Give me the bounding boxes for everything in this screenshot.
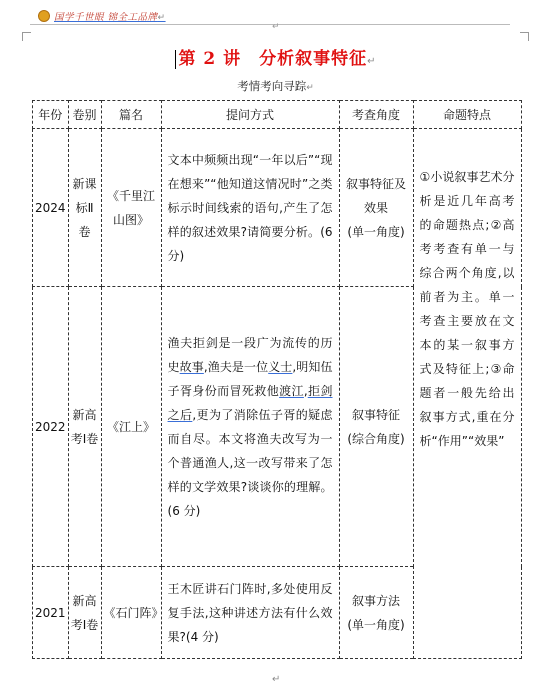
angle-cell: [339, 287, 413, 567]
header-angle: 考查角度: [339, 101, 413, 129]
angle-main: 叙事特征及效果: [346, 176, 407, 215]
paragraph-mark: ↵: [272, 22, 280, 32]
table-header-row: [33, 101, 522, 129]
paper-cell: 新高考Ⅰ卷: [68, 287, 101, 567]
title-cell: 《石门阵》: [101, 567, 161, 659]
paper-cell: 新课标Ⅱ卷: [68, 129, 101, 287]
year-cell: 2024: [33, 129, 69, 287]
title-line: [0, 44, 551, 69]
question-cell: 王木匠讲石门阵时,多处使用反复手法,这种讲述方法有什么效果?(4 分): [161, 567, 339, 659]
text-cursor: [175, 50, 176, 69]
angle-note: (单一角度): [347, 224, 405, 239]
table-row: [33, 129, 522, 287]
header-year: 年份: [33, 101, 69, 129]
brand-logo-icon: [38, 10, 50, 22]
year-cell: 2022: [33, 287, 69, 567]
angle-cell: [339, 567, 413, 659]
header-divider: [30, 24, 510, 25]
header-paper: 卷别: [68, 101, 101, 129]
page-title: 第 2 讲 分析叙事特征: [178, 49, 368, 69]
question-cell: 渔夫拒剑是一段广为流传的历史故事,渔夫是一位义士,明知伍子胥身份而冒死救他渡江,拒剑之后,更为了消除伍子胥的疑虑而自尽。本文将渔夫改写为一个普通渔人,这一改写带来了怎样的文学效果?谈谈你的理解。(6 分): [161, 287, 339, 567]
header-question: 提问方式: [161, 101, 339, 129]
header-features: 命题特点: [413, 101, 521, 129]
question-cell: 文本中频频出现“一年以后”“现在想来”“他知道这情况时”之类标示时间线索的语句,产生了怎样的叙述效果?请简要分析。(6 分): [161, 129, 339, 287]
angle-cell: [339, 129, 413, 287]
title-cell: 《江上》: [101, 287, 161, 567]
margin-corner-mark: [520, 32, 529, 41]
paragraph-mark: ↵: [367, 56, 376, 67]
subtitle-text: 考情考向寻踪: [237, 79, 307, 93]
angle-main: 叙事特征: [352, 407, 401, 422]
margin-corner-mark: [22, 32, 31, 41]
section-subtitle: [0, 78, 551, 94]
paragraph-mark: ↵: [272, 674, 281, 685]
header-title: 篇名: [101, 101, 161, 129]
year-cell: 2021: [33, 567, 69, 659]
features-cell: ①小说叙事艺术分析是近几年高考的命题热点;②高考考查有单一与综合两个角度,以前者为主。单一考查主要放在文本的某一叙事方式及特征上;③命题者一般先给出叙事方式,重在分析“作用”“效果”: [413, 129, 521, 659]
header-brand-text: 国学千世眼 锦全工品牌↵: [54, 12, 166, 23]
angle-main: 叙事方法: [352, 593, 401, 608]
angle-note: (综合角度): [347, 431, 405, 446]
paragraph-mark: ↵: [306, 83, 314, 93]
exam-trend-table: [32, 100, 522, 659]
title-cell: 《千里江山图》: [101, 129, 161, 287]
angle-note: (单一角度): [347, 617, 405, 632]
paper-cell: 新高考Ⅰ卷: [68, 567, 101, 659]
